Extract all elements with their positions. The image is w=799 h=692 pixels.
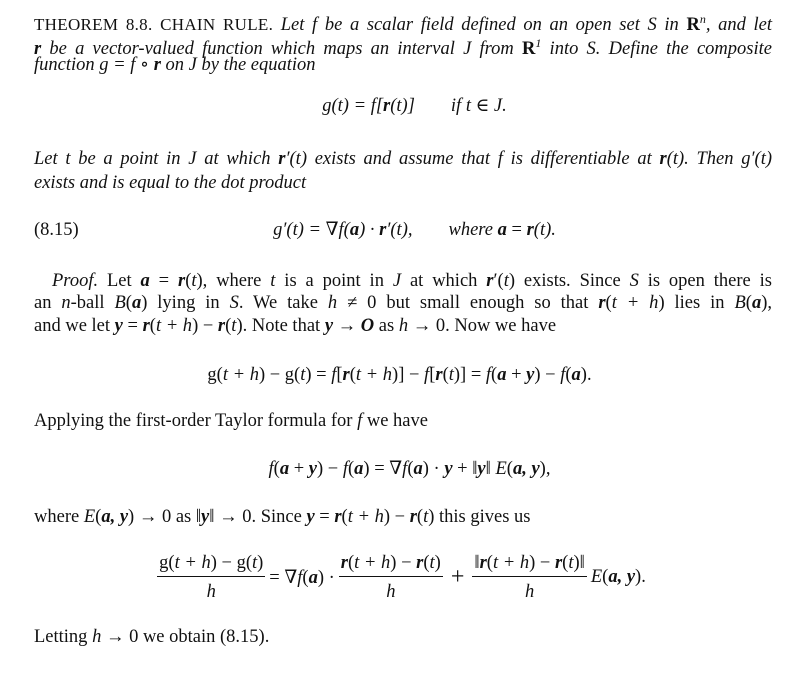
- text-segment: r: [383, 95, 391, 116]
- text-segment: a: [349, 220, 360, 240]
- numerator: [339, 552, 443, 577]
- text-segment: +: [506, 365, 527, 385]
- text-segment: ‖: [474, 553, 480, 573]
- text-segment: ) −: [316, 459, 343, 479]
- text-segment: →: [333, 316, 361, 336]
- fraction: [339, 552, 443, 603]
- text-segment: t: [423, 507, 429, 527]
- text-segment: g(: [159, 553, 175, 573]
- text-segment: Let t be a point in J at which: [34, 149, 279, 169]
- text-segment: ): [434, 553, 441, 573]
- text-segment: O: [360, 316, 375, 336]
- text-segment: t: [270, 271, 276, 291]
- text-segment: (: [416, 507, 424, 527]
- text-segment: g′(t) = ∇f(: [273, 220, 350, 240]
- text-segment: r: [598, 293, 606, 313]
- text-segment: (: [407, 459, 414, 479]
- fraction: [157, 552, 265, 603]
- text-segment: S: [229, 293, 239, 313]
- proof-line: [34, 410, 772, 432]
- text-segment: n: [61, 293, 71, 313]
- text-segment: t: [503, 271, 509, 291]
- text-segment: ),: [539, 459, 551, 479]
- text-segment: t: [191, 271, 197, 291]
- text-segment: a: [571, 365, 581, 385]
- text-segment: ) ·: [422, 459, 445, 479]
- text-segment: t + h: [611, 293, 659, 313]
- text-segment: a: [279, 459, 290, 479]
- text-segment: (: [95, 507, 102, 527]
- text-segment: r: [278, 149, 286, 169]
- text-segment: Let: [98, 271, 141, 291]
- text-segment: r: [486, 271, 494, 291]
- text-segment: ).: [580, 365, 592, 385]
- text-segment: t: [429, 553, 435, 573]
- text-segment: t: [568, 553, 574, 573]
- text-segment: (: [349, 365, 356, 385]
- text-segment: where: [34, 507, 84, 527]
- text-segment: r: [479, 553, 487, 573]
- text-segment: (: [565, 365, 572, 385]
- theorem-line: [34, 172, 772, 194]
- text-segment: if t ∈ J.: [450, 96, 507, 116]
- text-segment: f: [357, 411, 363, 431]
- text-segment: h: [92, 627, 102, 647]
- text-segment: (: [486, 553, 493, 573]
- text-segment: =: [149, 271, 178, 291]
- equation-8-15: [0, 219, 799, 241]
- text-segment: → 0. Now we have: [408, 316, 557, 336]
- text-segment: a: [497, 365, 507, 385]
- text-segment: f: [268, 459, 274, 479]
- text-segment: y: [324, 316, 334, 336]
- text-segment: (: [602, 567, 609, 587]
- text-segment: B: [734, 293, 746, 313]
- text-segment: n: [699, 12, 706, 26]
- text-segment: h: [386, 582, 396, 602]
- text-segment: =: [506, 219, 527, 240]
- text-segment: (: [562, 553, 569, 573]
- denominator: [386, 577, 395, 603]
- text-segment: where: [448, 219, 498, 240]
- text-segment: (: [491, 365, 498, 385]
- text-segment: r: [217, 316, 226, 336]
- theorem-line: [34, 148, 772, 170]
- text-segment: t: [251, 553, 258, 573]
- text-segment: -ball: [70, 293, 115, 313]
- text-segment: a: [751, 293, 762, 313]
- text-segment: (t). Then g′(t): [666, 149, 773, 169]
- text-segment: y: [308, 459, 317, 479]
- text-segment: ) ·: [359, 220, 380, 240]
- text-segment: ) =: [305, 365, 332, 385]
- text-segment: Letting: [34, 627, 93, 647]
- text-segment: a: [354, 459, 364, 479]
- text-segment: ) → 0 as ‖: [128, 507, 202, 527]
- composite-equation: [0, 95, 799, 117]
- fraction: [472, 552, 586, 603]
- text-segment: a, y: [512, 459, 540, 479]
- equation-lhs: [322, 96, 415, 117]
- text-segment: E: [495, 459, 507, 479]
- text-segment: r: [153, 55, 161, 75]
- text-segment: ): [257, 553, 264, 573]
- text-segment: on J by the equation: [160, 55, 316, 75]
- text-segment: Applying the first-order Taylor formula for: [34, 411, 358, 431]
- text-segment: (: [273, 459, 280, 479]
- text-segment: r: [142, 316, 150, 336]
- text-segment: t + h: [354, 553, 391, 573]
- text-segment: r: [554, 553, 563, 573]
- text-segment: as: [374, 316, 399, 336]
- text-segment: ) − g(: [258, 365, 301, 385]
- text-segment: we have: [362, 411, 428, 431]
- text-segment: )] =: [453, 365, 486, 385]
- text-segment: h: [398, 316, 409, 336]
- text-segment: f: [402, 459, 408, 479]
- text-segment: and we let: [34, 316, 115, 336]
- text-segment: into S. Define the composite: [541, 39, 772, 59]
- denominator: [207, 577, 216, 603]
- text-segment: . We take: [238, 293, 328, 313]
- text-segment: (: [347, 459, 355, 479]
- text-segment: f: [331, 365, 337, 385]
- text-segment: ) exists. Since: [508, 271, 630, 291]
- taylor-equation: [0, 458, 799, 480]
- text-segment: [: [336, 365, 343, 385]
- text-segment: + ‖: [452, 459, 478, 479]
- text-segment: (: [745, 293, 752, 313]
- theorem-line: [34, 54, 772, 76]
- text-segment: y: [526, 365, 535, 385]
- text-segment: r: [416, 553, 424, 573]
- text-segment: r: [340, 553, 348, 573]
- text-segment: is a point in: [275, 271, 393, 291]
- text-segment: 1: [535, 36, 542, 50]
- text-segment: )‖: [573, 553, 585, 573]
- text-segment: ≠ 0 but small enough so that: [337, 293, 599, 313]
- text-segment: ) − g(: [210, 553, 252, 573]
- error-term: [591, 567, 646, 588]
- text-segment: ‖: [485, 459, 496, 479]
- text-segment: (: [225, 316, 232, 336]
- text-segment: (: [506, 459, 513, 479]
- text-segment: r: [34, 39, 42, 59]
- text-segment: t: [231, 316, 237, 336]
- text-segment: t + h: [347, 507, 384, 527]
- text-segment: is open there is: [638, 271, 772, 291]
- proof-line: [34, 292, 772, 314]
- text-segment: (: [149, 316, 156, 336]
- text-segment: t + h: [492, 553, 530, 573]
- text-segment: ), where: [196, 271, 271, 291]
- text-segment: ),: [761, 293, 772, 313]
- text-segment: r: [409, 507, 417, 527]
- text-segment: (t).: [533, 219, 556, 240]
- denominator: [525, 577, 534, 603]
- text-segment: y: [201, 507, 210, 527]
- text-segment: Proof.: [52, 271, 99, 291]
- text-segment: (: [605, 293, 612, 313]
- text-segment: CHAIN RULE.: [152, 15, 281, 34]
- text-segment: y: [444, 459, 453, 479]
- text-segment: E: [83, 507, 96, 527]
- gradient-term: [269, 567, 335, 589]
- text-segment: f: [424, 365, 430, 385]
- text-segment: r: [334, 507, 342, 527]
- text-segment: (: [125, 293, 132, 313]
- text-segment: r: [178, 271, 186, 291]
- text-segment: (: [341, 507, 348, 527]
- text-segment: S: [629, 271, 639, 291]
- text-segment: a: [131, 293, 142, 313]
- text-segment: → 0 we obtain (8.15).: [101, 627, 270, 647]
- text-segment: ) this gives us: [428, 507, 531, 527]
- text-segment: r: [659, 149, 667, 169]
- proof-line: [34, 315, 772, 337]
- text-segment: (: [185, 271, 192, 291]
- text-segment: Let f be a scalar field defined on an open set S in: [280, 15, 687, 35]
- text-segment: t + h: [355, 365, 393, 385]
- text-segment: f: [297, 567, 303, 588]
- equation-where: [448, 220, 555, 241]
- text-segment: h: [524, 582, 535, 602]
- text-segment: =: [122, 316, 143, 336]
- text-segment: ) −: [192, 316, 218, 336]
- text-segment: f: [560, 365, 566, 385]
- text-segment: t + h: [155, 316, 193, 336]
- text-segment: THEOREM 8.8.: [34, 15, 153, 34]
- text-segment: (: [302, 567, 309, 588]
- proof-conclusion: [34, 626, 772, 648]
- text-segment: = ∇: [269, 567, 298, 588]
- text-segment: ) −: [529, 553, 555, 573]
- text-segment: (: [442, 365, 449, 385]
- text-segment: +: [289, 459, 309, 479]
- text-segment: an: [34, 293, 62, 313]
- text-segment: y: [477, 459, 486, 479]
- text-segment: r: [435, 365, 443, 385]
- text-segment: [: [429, 365, 436, 385]
- text-segment: f: [342, 459, 348, 479]
- text-segment: y: [306, 507, 315, 527]
- text-segment: g(: [207, 365, 223, 385]
- text-segment: ). Note that: [236, 316, 325, 336]
- difference-equation: [0, 364, 799, 386]
- proof-line: [34, 506, 772, 528]
- text-segment: R: [521, 39, 536, 59]
- text-segment: t: [448, 365, 454, 385]
- text-segment: ‖ → 0. Since: [209, 507, 307, 527]
- text-segment: a, y: [101, 507, 129, 527]
- equation-body: [273, 219, 412, 241]
- text-segment: a, y: [608, 567, 636, 587]
- quotient-equation: [0, 552, 799, 603]
- text-segment: ) −: [383, 507, 410, 527]
- text-segment: t + h: [174, 553, 211, 573]
- text-segment: (t)]: [390, 95, 415, 116]
- text-segment: J: [392, 271, 402, 291]
- text-segment: a: [497, 219, 507, 240]
- text-segment: function g = f ∘: [34, 55, 154, 75]
- text-segment: y: [114, 316, 123, 336]
- text-segment: B: [114, 293, 126, 313]
- text-segment: ) ·: [317, 567, 335, 588]
- text-segment: h: [327, 293, 338, 313]
- text-segment: =: [314, 507, 335, 527]
- text-segment: r: [526, 219, 534, 240]
- numerator: [157, 552, 265, 577]
- text-segment: (: [348, 553, 355, 573]
- text-segment: r: [379, 220, 387, 240]
- text-segment: a: [308, 567, 318, 588]
- text-segment: R: [686, 15, 700, 35]
- text-segment: t: [300, 365, 306, 385]
- text-segment: (8.15): [34, 219, 79, 240]
- equation-condition: [451, 95, 507, 117]
- text-segment: ).: [635, 567, 646, 587]
- text-segment: exists and is equal to the dot product: [34, 173, 307, 193]
- proof-line: [52, 270, 772, 292]
- text-segment: , and let: [705, 15, 772, 35]
- text-segment: h: [206, 582, 216, 602]
- text-segment: a: [413, 459, 423, 479]
- text-segment: at which: [401, 271, 487, 291]
- text-segment: a: [140, 271, 150, 291]
- equation-number: [34, 220, 79, 241]
- text-segment: ) = ∇: [363, 459, 403, 479]
- text-segment: )] −: [392, 365, 425, 385]
- text-segment: r: [342, 365, 350, 385]
- text-segment: be a vector-valued function which maps an interval J from: [41, 39, 522, 59]
- text-segment: f: [485, 365, 492, 385]
- text-segment: ) lying in: [141, 293, 230, 313]
- numerator: [472, 552, 586, 577]
- text-segment: ′(: [493, 271, 504, 291]
- text-segment: ′(t),: [386, 220, 413, 240]
- text-segment: g(t) = f[: [322, 95, 384, 116]
- text-segment: ) −: [534, 365, 561, 385]
- text-segment: +: [450, 564, 465, 590]
- text-segment: t + h: [222, 365, 259, 385]
- text-segment: (: [423, 553, 430, 573]
- text-segment: ) lies in: [658, 293, 735, 313]
- text-segment: ′(t) exists and assume that f is differentiable at: [285, 149, 660, 169]
- text-segment: ) −: [390, 553, 417, 573]
- text-segment: E: [590, 567, 603, 587]
- plus-sign: [451, 564, 465, 591]
